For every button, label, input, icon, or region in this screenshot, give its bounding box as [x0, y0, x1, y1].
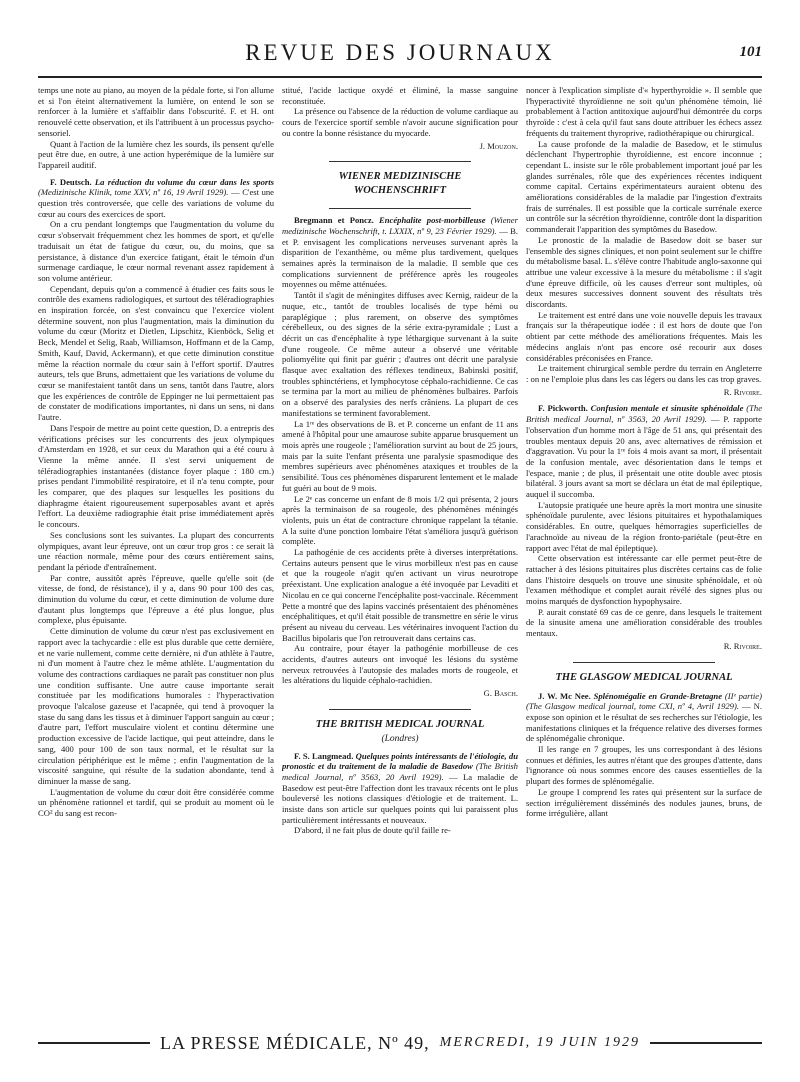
paragraph: La présence ou l'absence de la réduction de volume cardiaque au cours de l'exercice sportif semble n'avoir aucune signification pour ou contre la bonne résistance du myocarde. [282, 106, 518, 138]
article-reference: (IIᵉ partie) (The Glasgow medical journal, tome CXI, nº 4, Avril 1929). [526, 690, 762, 712]
paragraph: temps une note au piano, au moyen de la pédale forte, si l'on allume et si l'on éteint alternativement la lumière, on entend le son se renforcer à la lumière et s'affaiblir dans l'obscurité. F. et H. ont renouvelé cette observation, et ils l'attribuent à un processus psycho-sensoriel. [38, 85, 274, 138]
column-3 [526, 85, 762, 1010]
section-heading-glasgow: THE GLASGOW MEDICAL JOURNAL [555, 671, 733, 683]
article-text: — C'est une question très controversée, que celle des variations de volume du cœur au cours des exercices de sport. [38, 187, 274, 219]
paragraph: La pathogénie de ces accidents prête à diverses interprétations. Certains auteurs pensent que le virus morbilleux n'est pas en cause et que la rougeole n'agit qu'en activant un virus neurotrope préexistant. Une explication analogue a été invoquée par Levaditi et Nicolau en ce qui concerne l'encéphalite post-vaccinale. Récemment Pette a montré que des lapins vaccinés présentaient des phénomènes encéphalitiques, et qu'il était possible de transmettre en série le virus présent au niveau du cerveau. Les vétérinaires invoquent l'action du Bacillus bipolaris que l'on retrouverait dans certains cas. [282, 547, 518, 643]
article-mcnee [526, 691, 762, 745]
article-title: Confusion mentale et sinusite sphénoïdale [590, 403, 744, 414]
paragraph: La cause profonde de la maladie de Basedow, et le stimulus déclenchant l'hypertrophie thyroïdienne, est encore inconnue ; cependant L. insiste sur le rôle probablement important joué par les glandes surrénales, rôle que des expériences récentes indiquent comme capital. Certains expérimentateurs auraient obtenu des améliorations considérables de la maladie par l'ingestion d'extraits frais de surrénales. Il est possible que la corticale surrénale exerce un contrôle sur la sécrétion thyroïdienne, contrôle dont la disparition commanderait l'apparition des symptômes du Basedow. [526, 138, 762, 235]
article-text: — P. rapporte l'observation d'un homme mort à l'âge de 51 ans, qui présentait des troubles mentaux depuis 20 ans, avec alternatives de rémission et d'aggravation. Vu pour la 1ʳᵉ fois 4 mois avant sa mort, il présentait de la confusion mentale, avec désorientation dans le temps et l'espace, manie ; de plus, il présentait une otite double avec ptosis bilatéral. 3 jours avant sa mort se déclara un état de mal épileptique, auquel il succomba. [526, 414, 762, 500]
article-bregmann [282, 215, 518, 290]
article-text: — B. et P. envisagent les complications nerveuses survenant après la disparition de l'exanthème, ou même plus tardivement, quelques semaines après la terminaison de la maladie. Il semble que ces complications surviennent de préférence après les rougeoles moyennes ou même atténuées. [282, 225, 518, 290]
section-heading-bmj: THE BRITISH MEDICAL JOURNAL [315, 718, 485, 730]
page-number: 101 [739, 44, 762, 60]
paragraph: Ses conclusions sont les suivantes. La plupart des concurrents olympiques, avant leur épreuve, ont un cœur trop gros : ce serait là une réaction normale, même pour des cœurs entièrement sains, pendant la période d'entraînement. [38, 529, 274, 572]
page-header [38, 38, 762, 78]
article-author: Bregmann et Poncz. [294, 215, 374, 226]
article-reference: (The British medical Journal, nº 3563, 20 Avril 1929). [282, 761, 518, 782]
paragraph: Le traitement chirurgical semble perdre du terrain en Angleterre : on ne l'emploie plus dans les cas légers ou dans les cas trop graves. [526, 363, 762, 384]
section-subheading: (Londres) [381, 733, 419, 744]
paragraph: noncer à l'explication simpliste d'« hyperthyroïdie ». Il semble que l'hyperactivité thyroïdienne ne soit qu'un phénomène témoin, lié probablement à l'action antitoxique aujourd'hui démontrée du corps thyroïde : c'est à cela qu'il faut sans doute attribuer les échecs assez fréquents du traitement thyroprive, radiothérapique ou chirurgical. [526, 85, 762, 138]
article-author: F. Deutsch. [50, 176, 92, 187]
article-reference: (Medizinische Klinik, tome XXV, nº 16, 19 Avril 1929). [38, 187, 229, 198]
paragraph: Le traitement est entré dans une voie nouvelle depuis les travaux français sur la thérapeutique iodée : il est hors de doute que l'on obtient par cette méthode des améliorations fréquentes. Mais les médecins anglais n'ont pas encore osé recourir aux doses considérables préconisées en France. [526, 309, 762, 363]
signature: R. Rivoire. [723, 640, 762, 651]
article-title: Encéphalite post-morbilleuse [379, 215, 486, 226]
footer-rule-right [650, 1042, 762, 1044]
paragraph: On a cru pendant longtemps que l'augmentation du volume du cœur s'observait fréquemment chez les hommes de sport, et qu'elle traduisait un état de fatigue du cœur, ou, du moins, que sa persistance, à distance d'un exercice fatigant, était le témoin d'un surmenage cardiaque, le cœur normal revenant assez rapidement à son volume antérieur. [38, 219, 274, 283]
footer-journal: LA PRESSE MÉDICALE, Nº 49, [160, 1032, 430, 1053]
article-author: F. Pickworth. [538, 403, 588, 414]
article-pickworth [526, 403, 762, 499]
paragraph: Cependant, depuis qu'on a commencé à étudier ces faits sous le contrôle des examens radiologiques, et surtout des téléradiographies en inspiration forcée, on s'est convaincu que l'exercice violent détermine souvent, non plus l'augmentation, mais la diminution du volume du cœur (Moritz et Dietlen, Lipschitz, Kienböck, Selig et Beck, Mendel et Selig, Raab, Williamson, Hoffmann et de la Camp, Smith, Kauf, David, Ackermann), et que cette diminution constitue même la réaction normale du cœur sain à l'effort sportif. D'autres auteurs, tels que Bruns, admettaient que les variations de volume du cœur se manifestaient tantôt dans un sens, tantôt dans l'autre, alors que les expériences de contrôle de Eppinger ne lui permettaient pas de constater de modifications importantes, ni dans un sens, ni dans l'autre. [38, 283, 274, 423]
article-text: — N. expose son opinion et le résultat de ses recherches sur l'étiologie, les manifestations cliniques et la fréquence relative des diverses formes de splénomégalie chronique. [526, 701, 762, 744]
paragraph: Le pronostic de la maladie de Basedow doit se baser sur l'ensemble des signes cliniques, et non point seulement sur le chiffre du métabolisme basal. L. s'élève contre l'habitude anglo-saxonne qui attribue une valeur excessive à la mesure du métabolisme : il s'agit d'une épreuve difficile, où les causes d'erreur sont multiples, où deux mesures successives donnent souvent des résultats très discordants. [526, 234, 762, 310]
section-heading-line: WIENER MEDIZINISCHE [338, 171, 462, 183]
paragraph: Il les range en 7 groupes, les uns correspondant à des lésions connues et définies, les autres n'étant que des groupes d'attente, dans l'ignorance où nous sommes encore des causes essentielles de la plupart des formes de splénomégalie. [526, 744, 762, 787]
footer-rule-left [38, 1042, 150, 1044]
paragraph: Dans l'espoir de mettre au point cette question, D. a entrepris des vérifications précises sur les concurrents des jeux olympiques d'Amsterdam en 1928, et sur ceux du Marathon qui a été couru à Vienne la même année. Il s'est servi uniquement de téléradiographies instantanées (distance foyer plaque : 180 cm.) prises pendant l'immobilité respiratoire, et il n'a tenu compte, pour les comparer, que des plaques sur lesquelles les positions du diaphragme étaient rigoureusement superposables avant et après l'effort. La deuxième radiographie était prise immédiatement après le concours. [38, 422, 274, 530]
paragraph: Le groupe I comprend les rates qui présentent sur la surface de section irrégulièrement disséminés des nodules jaunes, bruns, de forme irrégulière, allant [526, 786, 762, 819]
article-author: F. S. Langmead. [294, 750, 354, 761]
paragraph: Quant à l'action de la lumière chez les sourds, ils pensent qu'elle peut être due, en outre, à une action hyperémique de la lumière sur l'appareil auditif. [38, 138, 274, 170]
section-divider [329, 208, 471, 209]
article-text: — La maladie de Basedow est peut-être l'affection dont les travaux récents ont le plus bouleversé les notions classiques d'étiologie et de traitement. L. insiste dans son article sur quelques points qui lui paraissent plus particulièrement intéressants et nouveaux. [282, 771, 518, 825]
paragraph: La 1ʳᵉ des observations de B. et P. concerne un enfant de 11 ans amené à l'hôpital pour une amaurose subite apparue brusquement un mois après une rougeole ; l'amélioration survint au bout de 25 jours, mais par la suite l'enfant présenta une paralysie spasmodique des membres supérieurs avec phénomènes ataxiques et troubles de la sensibilité. Tous ces phénomènes disparurent lentement et le malade fut guéri au bout de 9 mois. [282, 418, 518, 493]
article-title: La réduction du volume du cœur dans les sports [94, 176, 274, 187]
article-title: Splénomégalie en Grande-Bretagne [593, 690, 723, 701]
paragraph: Par contre, aussitôt après l'épreuve, quelle qu'elle soit (de vitesse, de fond, de résistance), il y a, dans 90 pour 100 des cas, diminution du volume du cœur, et cette diminution de volume dure d'autant plus longtemps que l'épreuve a été plus longue, plus complexe, plus épuisante. [38, 572, 274, 626]
paragraph: stitué, l'acide lactique oxydé et éliminé, la masse sanguine reconstituée. [282, 85, 518, 106]
article-author: J. W. Mc Nee. [538, 690, 591, 701]
paragraph: Le 2ᵉ cas concerne un enfant de 8 mois 1/2 qui présenta, 2 jours après la terminaison de sa rougeole, des phénomènes méningés violents, puis un état de contracture chronique rappelant la tétanie. A la suite d'une ponction lombaire l'état s'améliora jusqu'à guérison complète. [282, 493, 518, 547]
section-divider [329, 709, 471, 710]
signature: G. Basch. [483, 688, 518, 699]
article-title: Quelques points intéressants de l'étiologie, du pronostic et du traitement de la maladie de Basedow [282, 750, 518, 772]
column-1 [38, 85, 274, 1010]
article-reference: (The British medical Journal, nº 3563, 20 Avril 1929). [526, 403, 762, 425]
column-2 [282, 85, 518, 1010]
paragraph: L'augmentation de volume du cœur doit être considérée comme un phénomène rationnel et tardif, qui se produit au moment où le CO² du sang est recon- [38, 786, 274, 819]
paragraph: P. aurait constaté 69 cas de ce genre, dans lesquels le traitement de la sinusite amena une amélioration considérable des troubles mentaux. [526, 606, 762, 639]
section-divider [573, 662, 715, 663]
paragraph: L'autopsie pratiquée une heure après la mort montra une sinusite sphénoïdale purulente, avec lésions pituitaires et hypothalamiques considérables. En outre, quelques hémorragies superficielles de l'arachnoïde au niveau de la région fronto-pariétale (peut-être en rapport avec l'état de mal épileptique). [526, 499, 762, 553]
article-reference: (Wiener medizinische Wochenschrift, t. LXXIX, nº 9, 23 Février 1929). [282, 215, 518, 236]
page-footer [38, 1030, 762, 1056]
paragraph: Au contraire, pour étayer la pathogénie morbilleuse de ces accidents, d'autres auteurs ont invoqué les lésions du système nerveux retrouvées à l'autopsie des malades morts de rougeole, et les altérations du liquide céphalo-rachidien. [282, 643, 518, 686]
signature: J. Mouzon. [479, 140, 518, 151]
footer-date: MERCREDI, 19 JUIN 1929 [439, 1035, 640, 1050]
paragraph: Tantôt il s'agit de méningites diffuses avec Kernig, raideur de la nuque, etc., tantôt de troubles localisés de type hémi ou paraplégique ; plus rarement, on observe des symptômes cérébelleux, ou des signes de la série extra-pyramidale ; Lust a décrit un cas d'encéphalite à type léthargique survenant à la suite d'une rougeole. Ce même auteur a observé une véritable poliomyélite qui finit par guérir ; d'autres ont décrit une paralysie flasque avec exaltation des réflexes tendineux, Babinski positif, troubles sphinctériens, et lymphocytose céphalo-rachidienne. Ce cas se termina par la mort au milieu de phénomènes bulbaires. Parfois on a observé des paralysies des nerfs crâniens. La plupart de ces manifestations se terminent favorablement. [282, 290, 518, 418]
signature: R. Rivoire. [723, 386, 762, 397]
paragraph: Cette observation est intéressante car elle permet peut-être de rattacher à des lésions pituitaires plus discrètes certains cas de folie dans l'histoire desquels on trouve une sinusite sphénoïdale, et où l'examen méthodique et complet aurait révélé des signes plus ou moins marqués de dysfonction hypophysaire. [526, 553, 762, 607]
article-deutsch [38, 177, 274, 220]
section-divider [329, 161, 471, 162]
article-columns [38, 85, 762, 1010]
section-heading-line: WOCHENSCHRIFT [353, 185, 447, 197]
paragraph: D'abord, il ne fait plus de doute qu'il faille re- [294, 825, 451, 836]
article-langmead [282, 751, 518, 826]
paragraph: Cette diminution de volume du cœur n'est pas exclusivement en rapport avec la tachycardie : elle est plus durable que cette dernière, et ne varie nullement, comme cette dernière, ni d'un athlète à l'autre, ni d'un moment à l'autre chez le même athlète. L'augmentation du volume des contractions cardiaques ne paraît pas constituer non plus une condition suffisante. Une autre cause importante serait constituée par les modifications humorales : l'hyperactivation provoque l'alcalose gazeuse et l'acapnée, qui tend à provoquer la stase du sang dans les tissus et à diminuer l'apport sanguin au cœur ; d'autre part, l'effort musculaire violent et continu détermine une production excessive de l'acide lactique, qui peut atteindre, dans le sang, 400 pour 100 de son taux normal, et le résultat sur la circulation périphérique est le même ; enfin l'augmentation de la viscosité sanguine, qui résulte de la sudation abondante, tend à diminuer la masse de sang. [38, 626, 274, 786]
section-heading-wiener [282, 170, 518, 198]
running-title: REVUE DES JOURNAUX [245, 40, 555, 65]
